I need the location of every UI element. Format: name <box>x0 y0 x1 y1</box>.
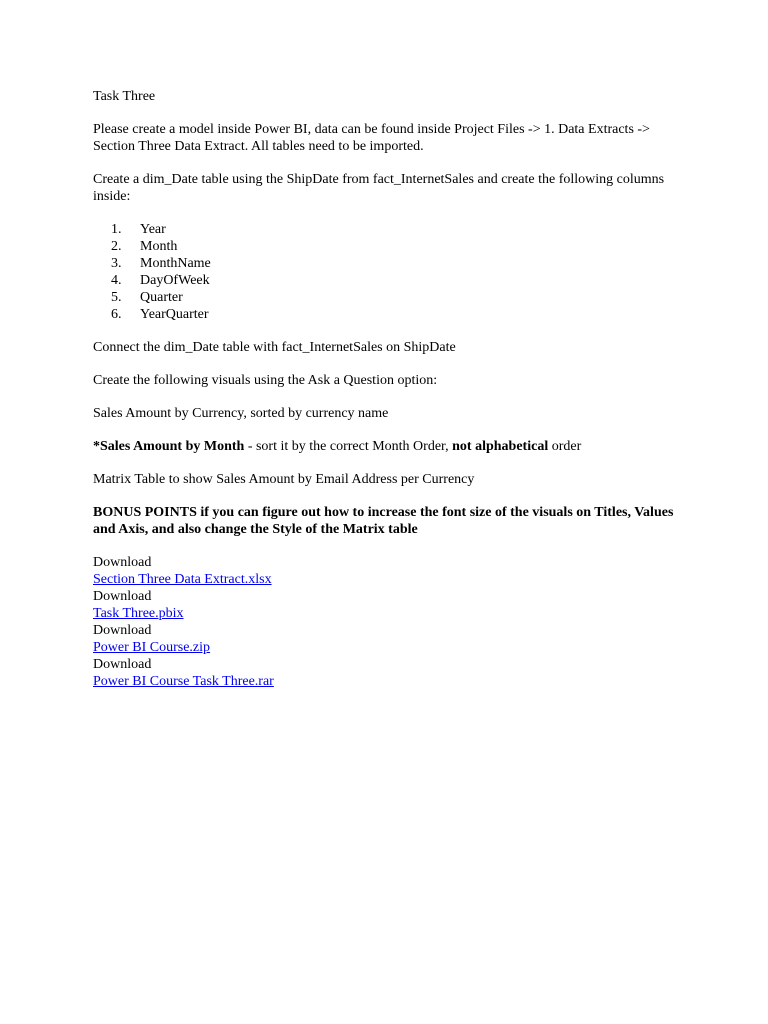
visual-2-text <box>93 438 683 455</box>
download-label: Download <box>93 623 152 638</box>
visual-3-text: Matrix Table to show Sales Amount by Email Address per Currency <box>93 472 475 487</box>
list-item <box>93 289 683 306</box>
list-number: 4. <box>111 273 122 288</box>
dim-date-instruction: Create a dim_Date table using the ShipDate from fact_InternetSales and create the following columns inside: <box>93 172 665 204</box>
list-item <box>93 306 683 323</box>
connect-instruction: Connect the dim_Date table with fact_InternetSales on ShipDate <box>93 340 456 355</box>
download-label: Download <box>93 657 152 672</box>
column-name: Month <box>140 239 178 254</box>
list-item <box>93 238 683 255</box>
download-link-task-three-rar[interactable]: Power BI Course Task Three.rar <box>93 674 274 689</box>
column-name: Year <box>140 222 166 237</box>
bonus-points: BONUS POINTS if you can figure out how to increase the font size of the visuals on Titles, Values and Axis, and also change the Style of the Matrix table <box>93 505 674 537</box>
column-name: MonthName <box>140 256 211 271</box>
list-item <box>93 272 683 289</box>
list-number: 3. <box>111 256 122 271</box>
visual-1-text: Sales Amount by Currency, sorted by currency name <box>93 406 389 421</box>
download-link-section-three-xlsx[interactable]: Section Three Data Extract.xlsx <box>93 572 272 587</box>
visual-2-end: order <box>548 439 582 454</box>
intro-paragraph: Please create a model inside Power BI, data can be found inside Project Files -> 1. Data Extracts -> Section Three Data Extract. All tables need to be imported. <box>93 122 650 154</box>
visual-2-bold-lead: *Sales Amount by Month <box>93 439 245 454</box>
list-number: 1. <box>111 222 122 237</box>
visual-2-bold-tail: not alphabetical <box>452 439 549 454</box>
download-label: Download <box>93 589 152 604</box>
list-number: 2. <box>111 239 122 254</box>
column-name: YearQuarter <box>140 307 209 322</box>
download-link-task-three-pbix[interactable]: Task Three.pbix <box>93 606 184 621</box>
download-label: Download <box>93 555 152 570</box>
task-title: Task Three <box>93 89 156 104</box>
column-name: Quarter <box>140 290 183 305</box>
document-body <box>93 88 683 690</box>
visuals-instruction: Create the following visuals using the Ask a Question option: <box>93 373 438 388</box>
list-number: 6. <box>111 307 122 322</box>
download-link-power-bi-course-zip[interactable]: Power BI Course.zip <box>93 640 211 655</box>
visual-2-middle: - sort it by the correct Month Order, <box>244 439 453 454</box>
list-item <box>93 221 683 238</box>
column-name: DayOfWeek <box>140 273 210 288</box>
list-number: 5. <box>111 290 122 305</box>
column-list <box>93 221 683 323</box>
list-item <box>93 255 683 272</box>
downloads-list <box>93 554 683 690</box>
